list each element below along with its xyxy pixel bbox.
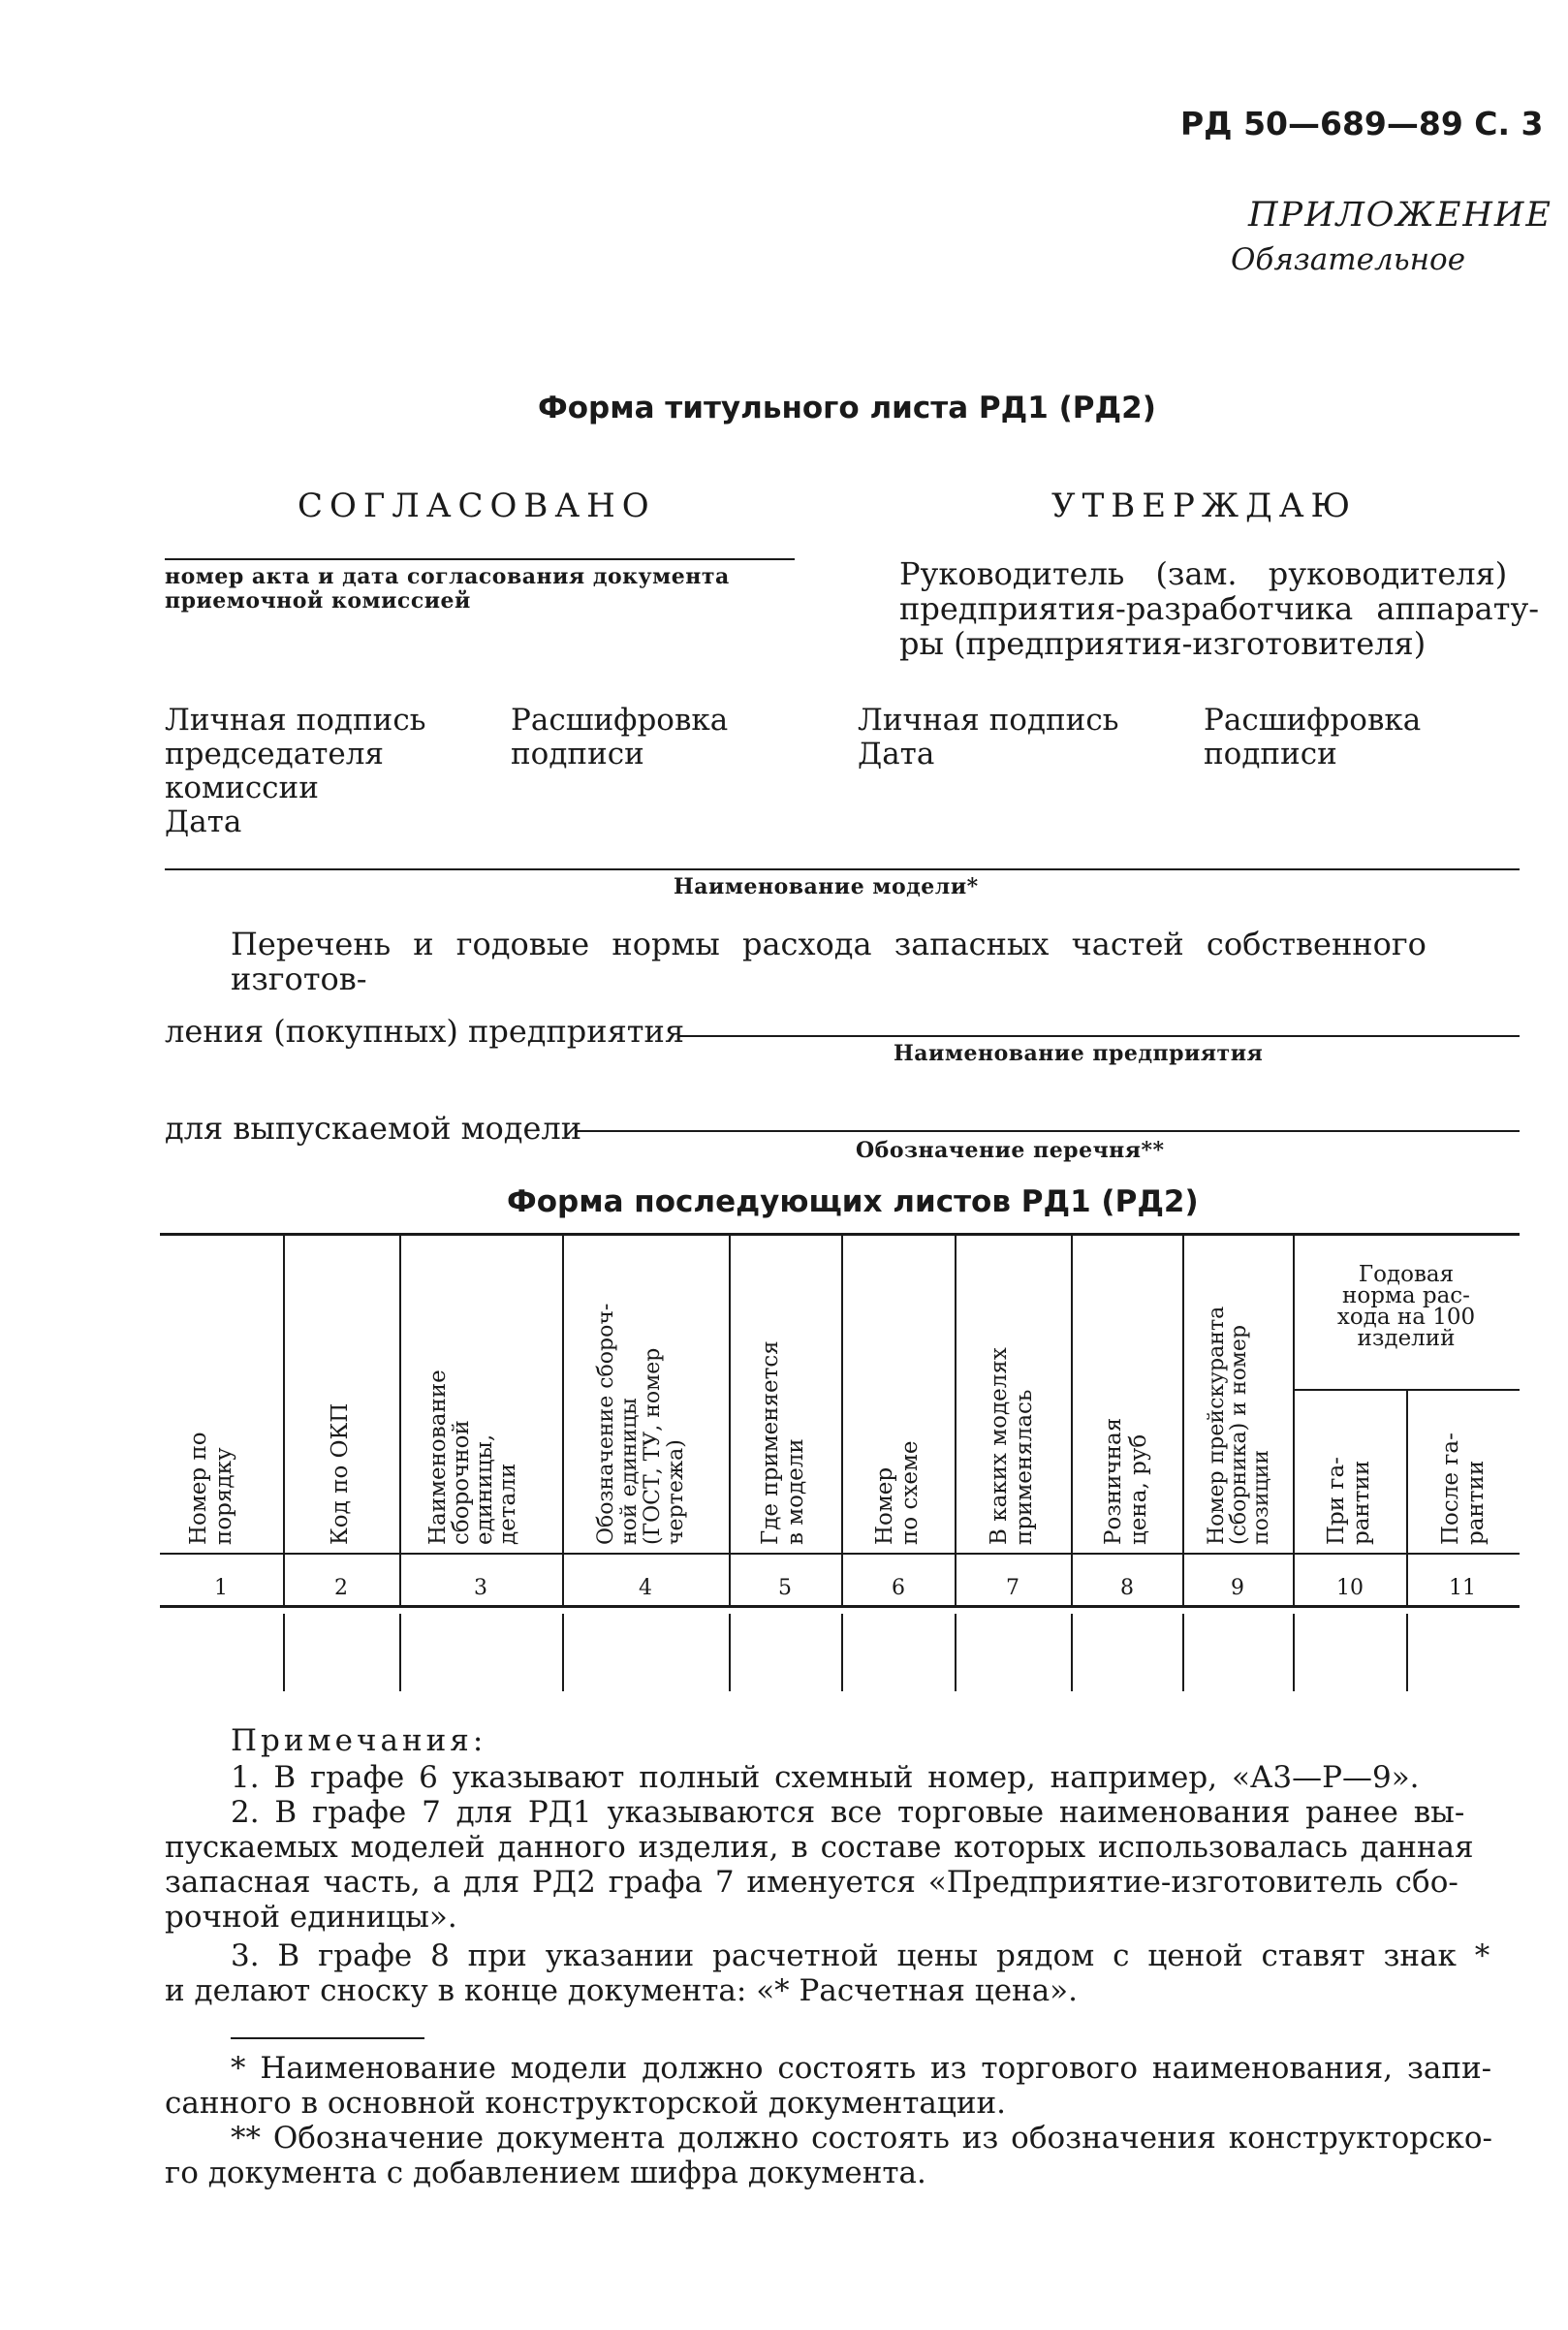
appendix-title: ПРИЛОЖЕНИЕ [1248, 196, 1552, 235]
enterprise-label: Наименование предприятия [894, 1041, 1264, 1066]
decode-left-2: подписи [511, 737, 644, 771]
note-3-line-1: 3. В графе 8 при указании расчетной цены рядом с ценой ставят знак * [231, 1938, 1490, 1973]
list-designation-label: Обозначение перечня** [856, 1138, 1165, 1163]
sig-left-2: председателя [165, 737, 384, 771]
col-number-3: 3 [474, 1576, 487, 1600]
col-number-9: 9 [1231, 1576, 1244, 1600]
approver-line-2: предприятия-разработчика аппарату- [899, 590, 1540, 627]
header-bottom-rule [160, 1553, 1520, 1555]
note-2-line-4: рочной единицы». [165, 1900, 457, 1935]
model-name-label: Наименование модели* [674, 874, 979, 899]
col-label-8: Розничная цена, руб [1101, 1417, 1151, 1545]
body-col-sep [399, 1614, 401, 1691]
note-2-line-2: пускаемых моделей данного изделия, в составе которых использовалась данная [165, 1830, 1474, 1865]
col-sep [1293, 1235, 1295, 1605]
col-label-5: Где применяется в модели [758, 1340, 808, 1545]
note-3-line-2: и делают сноску в конце документа: «* Расчетная цена». [165, 1973, 1079, 2008]
col-sep [1071, 1235, 1073, 1605]
col-sep [955, 1235, 956, 1605]
appendix-status: Обязательное [1231, 242, 1466, 277]
col-sep [1182, 1235, 1184, 1605]
sig-right-2: Дата [858, 737, 935, 771]
col-sep [562, 1235, 564, 1605]
decode-right-1: Расшифровка [1204, 703, 1422, 738]
approve-label: УТВЕРЖДАЮ [1051, 487, 1358, 525]
col-label-1: Номер по порядку [186, 1432, 236, 1545]
sig-left-3: комиссии [165, 771, 319, 805]
col-label-2: Код по ОКП [328, 1402, 353, 1545]
col-sep [283, 1235, 285, 1605]
decode-left-1: Расшифровка [511, 703, 729, 738]
col-number-7: 7 [1006, 1576, 1019, 1600]
page-reference: РД 50—689—89 С. 3 [1180, 105, 1544, 142]
body-col-sep [841, 1614, 843, 1691]
col-sep [729, 1235, 731, 1605]
col-number-8: 8 [1120, 1576, 1134, 1600]
col-number-6: 6 [892, 1576, 905, 1600]
col-label-9: Номер прейскуранта (сборника) и номер позиции [1205, 1306, 1273, 1545]
col-number-2: 2 [334, 1576, 348, 1600]
note-1: 1. В графе 6 указывают полный схемный номер, например, «А3—Р—9». [231, 1760, 1420, 1795]
col-label-4: Обозначение сбороч- ной единицы (ГОСТ, ТУ, номер чертежа) [594, 1303, 688, 1545]
col-number-1: 1 [214, 1576, 228, 1600]
sig-right-1: Личная подпись [858, 703, 1119, 738]
col-sep [1406, 1391, 1408, 1605]
col-label-6: Номер по схеме [872, 1440, 923, 1545]
note-2-line-3: запасная часть, а для РД2 графа 7 именуется «Предприятие-изготовитель сбо- [165, 1865, 1458, 1900]
body-col-sep [1071, 1614, 1073, 1691]
footnote-2-line-2: го документа с добавлением шифра документа. [165, 2156, 926, 2190]
col-number-10: 10 [1336, 1576, 1364, 1600]
col-sep [841, 1235, 843, 1605]
agreed-caption-1: номер акта и дата согласования документа [165, 564, 730, 589]
agreed-label: СОГЛАСОВАНО [298, 487, 656, 525]
col-sep [399, 1235, 401, 1605]
body-col-sep [562, 1614, 564, 1691]
note-2-line-1: 2. В графе 7 для РД1 указываются все торговые наименования ранее вы- [231, 1795, 1465, 1830]
body-col-sep [955, 1614, 956, 1691]
notes-title: Примечания: [231, 1723, 487, 1758]
enterprise-line [678, 1035, 1520, 1037]
title-form-heading: Форма титульного листа РД1 (РД2) [538, 391, 1156, 425]
sig-left-1: Личная подпись [165, 703, 426, 738]
decode-right-2: подписи [1204, 737, 1337, 771]
annual-norm-group-header: Годовая норма рас- хода на 100 изделий [1336, 1262, 1476, 1351]
footnote-1-line-2: санного в основной конструкторской документации. [165, 2086, 1007, 2121]
approver-line-3: ры (предприятия-изготовителя) [899, 625, 1427, 662]
col-number-5: 5 [778, 1576, 792, 1600]
list-line-1: Перечень и годовые нормы расхода запасных частей собственного изготов- [231, 926, 1427, 997]
col-number-11: 11 [1449, 1576, 1476, 1600]
footnote-separator [231, 2037, 424, 2039]
model-name-line [165, 868, 1520, 870]
col-label-3: Наименование сборочной единицы, детали [425, 1370, 520, 1545]
approver-line-1: Руководитель (зам. руководителя) [899, 555, 1508, 592]
col-label-7: В каких моделях применялась [987, 1347, 1037, 1545]
agreed-line [165, 558, 795, 560]
body-col-sep [283, 1614, 285, 1691]
col-label-10: При га- рантии [1324, 1457, 1374, 1545]
sig-left-4: Дата [165, 804, 242, 839]
table-top-rule [160, 1233, 1520, 1236]
col-number-4: 4 [639, 1576, 652, 1600]
col-label-11: После га- рантии [1438, 1433, 1489, 1545]
designation-line [577, 1130, 1520, 1132]
subsequent-form-heading: Форма последующих листов РД1 (РД2) [507, 1184, 1199, 1219]
group-sub-rule [1293, 1389, 1520, 1391]
body-col-sep [1293, 1614, 1295, 1691]
body-col-sep [1182, 1614, 1184, 1691]
list-line-3: для выпускаемой модели [165, 1110, 582, 1147]
body-col-sep [1406, 1614, 1408, 1691]
number-row-rule [160, 1605, 1520, 1608]
footnote-2-line-1: ** Обозначение документа должно состоять из обозначения конструкторско- [231, 2121, 1493, 2156]
list-line-2: ления (покупных) предприятия [165, 1013, 685, 1050]
body-col-sep [729, 1614, 731, 1691]
agreed-caption-2: приемочной комиссией [165, 588, 471, 614]
footnote-1-line-1: * Наименование модели должно состоять из торгового наименования, запи- [231, 2051, 1492, 2086]
